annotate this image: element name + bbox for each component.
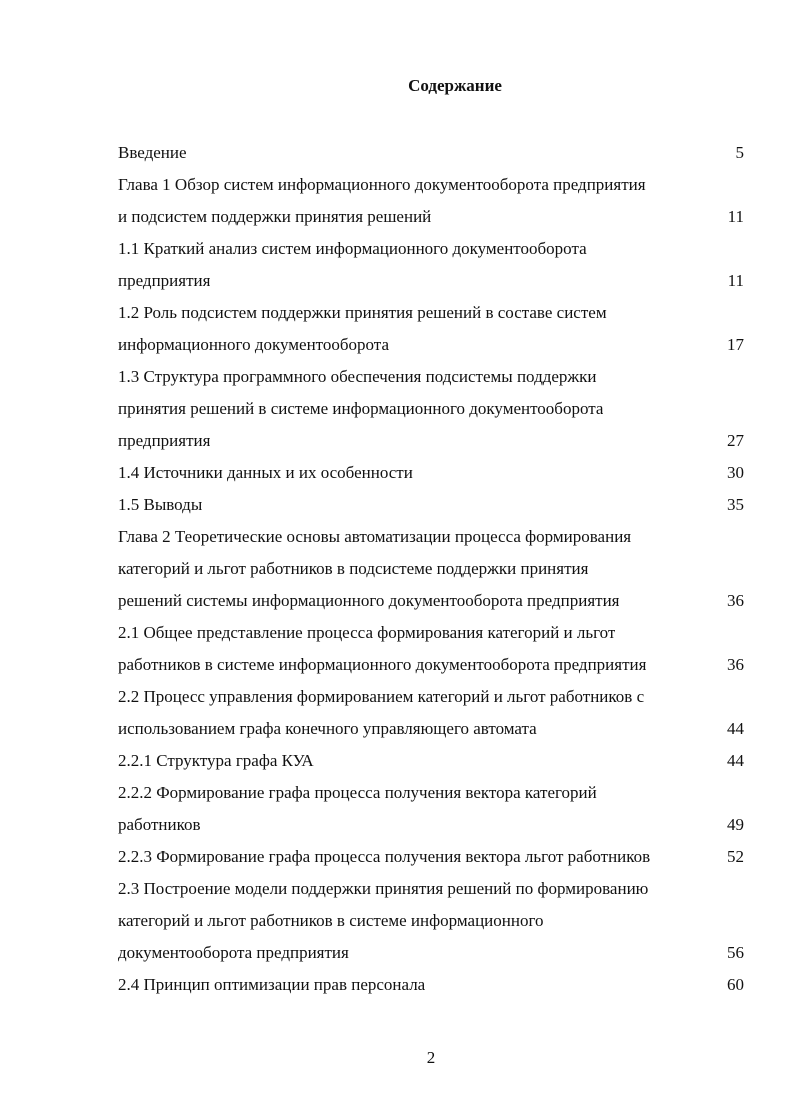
toc-entry-text: Глава 1 Обзор систем информационного документооборота предприятия <box>118 175 646 194</box>
toc-line <box>118 329 744 361</box>
toc-entry-text: 1.4 Источники данных и их особенности <box>118 463 413 482</box>
toc-line <box>118 809 744 841</box>
toc-entry-text: 2.2.2 Формирование графа процесса получения вектора категорий <box>118 783 597 802</box>
page-title: Содержание <box>408 76 502 95</box>
toc-entry-page: 35 <box>727 495 744 514</box>
toc-line <box>118 745 744 777</box>
toc-entry-text: работников в системе информационного документооборота предприятия <box>118 655 647 674</box>
toc-line <box>118 617 744 649</box>
toc-line <box>118 713 744 745</box>
toc-line <box>118 457 744 489</box>
toc-entry-text: Введение <box>118 143 187 162</box>
toc-entry-page: 36 <box>727 655 744 674</box>
toc-line <box>118 297 744 329</box>
toc-line <box>118 969 744 1001</box>
toc-line <box>118 201 744 233</box>
toc-line <box>118 425 744 457</box>
toc-line <box>118 521 744 553</box>
toc-line <box>118 937 744 969</box>
toc-line <box>118 905 744 937</box>
toc-entry-text: решений системы информационного документооборота предприятия <box>118 591 620 610</box>
toc-entry-text: 2.1 Общее представление процесса формирования категорий и льгот <box>118 623 616 642</box>
toc-entry-text: 2.2 Процесс управления формированием категорий и льгот работников с <box>118 687 645 706</box>
toc-entry-page: 56 <box>727 943 744 962</box>
toc-entry-page: 27 <box>727 431 744 450</box>
toc-line <box>118 777 744 809</box>
toc-line <box>118 233 744 265</box>
toc-entry-page: 11 <box>727 207 744 226</box>
toc-entry-page: 5 <box>735 143 744 162</box>
toc-entry-text: предприятия <box>118 271 211 290</box>
table-of-contents <box>118 137 744 1001</box>
toc-line <box>118 265 744 297</box>
toc-entry-page: 60 <box>727 975 744 994</box>
toc-line <box>118 553 744 585</box>
toc-entry-text: работников <box>118 815 201 834</box>
toc-entry-page: 52 <box>727 847 744 866</box>
toc-line <box>118 681 744 713</box>
toc-entry-text: 2.3 Построение модели поддержки принятия решений по формированию <box>118 879 649 898</box>
toc-entry-text: принятия решений в системе информационного документооборота <box>118 399 604 418</box>
toc-entry-text: Глава 2 Теоретические основы автоматизации процесса формирования <box>118 527 632 546</box>
toc-entry-text: использованием графа конечного управляющего автомата <box>118 719 537 738</box>
toc-line <box>118 137 744 169</box>
toc-entry-text: 1.1 Краткий анализ систем информационного документооборота <box>118 239 587 258</box>
toc-entry-text: категорий и льгот работников в системе информационного <box>118 911 544 930</box>
toc-entry-page: 44 <box>727 719 744 738</box>
toc-entry-text: документооборота предприятия <box>118 943 349 962</box>
toc-entry-text: 2.4 Принцип оптимизации прав персонала <box>118 975 426 994</box>
toc-entry-text: 2.2.1 Структура графа КУА <box>118 751 314 770</box>
toc-entry-text: 1.5 Выводы <box>118 495 203 514</box>
toc-entry-page: 17 <box>727 335 744 354</box>
toc-entry-text: 2.2.3 Формирование графа процесса получения вектора льгот работников <box>118 847 651 866</box>
toc-entry-text: 1.3 Структура программного обеспечения подсистемы поддержки <box>118 367 597 386</box>
toc-line <box>118 841 744 873</box>
toc-entry-page: 11 <box>727 271 744 290</box>
toc-line <box>118 585 744 617</box>
toc-entry-text: 1.2 Роль подсистем поддержки принятия решений в составе систем <box>118 303 607 322</box>
toc-line <box>118 169 744 201</box>
toc-entry-page: 30 <box>727 463 744 482</box>
toc-entry-text: предприятия <box>118 431 211 450</box>
toc-line <box>118 873 744 905</box>
toc-entry-text: категорий и льгот работников в подсистеме поддержки принятия <box>118 559 589 578</box>
toc-entry-text: информационного документооборота <box>118 335 389 354</box>
toc-entry-page: 44 <box>727 751 744 770</box>
toc-line <box>118 649 744 681</box>
toc-line <box>118 393 744 425</box>
toc-entry-text: и подсистем поддержки принятия решений <box>118 207 432 226</box>
toc-line <box>118 361 744 393</box>
toc-entry-page: 36 <box>727 591 744 610</box>
page-number: 2 <box>426 1048 436 1067</box>
toc-entry-page: 49 <box>727 815 744 834</box>
toc-line <box>118 489 744 521</box>
